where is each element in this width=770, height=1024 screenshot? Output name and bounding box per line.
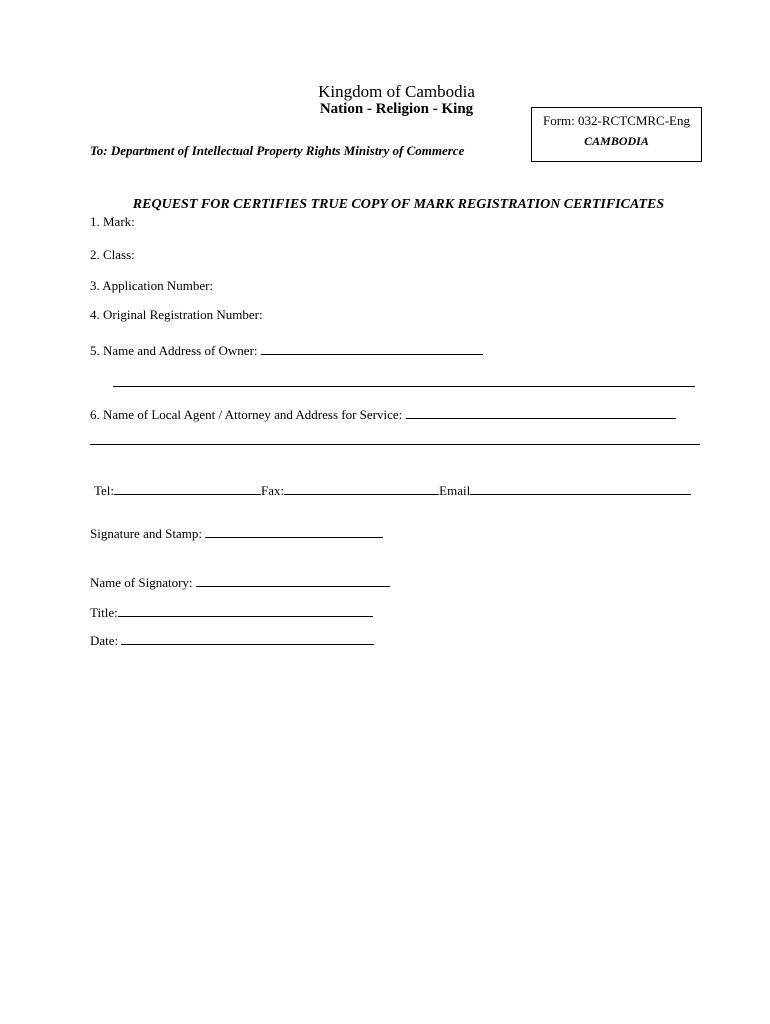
class-label: 2. Class: (90, 247, 135, 262)
tel-label: Tel: (94, 483, 115, 498)
date-input-line[interactable] (121, 633, 374, 645)
agent-input-line[interactable] (406, 407, 676, 419)
form-code-box (531, 107, 702, 162)
addressee: To: Department of Intellectual Property Rights Ministry of Commerce (90, 143, 465, 158)
date-label: Date: (90, 633, 119, 648)
date-row (90, 633, 374, 649)
mark-label: 1. Mark: (90, 214, 135, 229)
signatory-input-line[interactable] (196, 575, 390, 587)
signatory-label: Name of Signatory: (90, 575, 193, 590)
signature-row (90, 526, 383, 542)
owner-label: 5. Name and Address of Owner: (90, 343, 258, 358)
title-label: Title: (90, 605, 118, 620)
form-country: CAMBODIA (584, 134, 649, 148)
owner-input-line[interactable] (261, 343, 483, 355)
email-label: Email (439, 483, 471, 498)
national-motto: Nation - Religion - King (319, 101, 474, 117)
owner-input-line-2[interactable] (113, 386, 695, 387)
signature-input-line[interactable] (205, 526, 383, 538)
agent-input-line-2[interactable] (90, 444, 700, 445)
signatory-row (90, 575, 390, 591)
agent-label: 6. Name of Local Agent / Attorney and Address for Service: (90, 407, 403, 422)
title-input-line[interactable] (118, 605, 373, 617)
contact-row (94, 483, 691, 499)
title-row (90, 605, 373, 621)
form-title: REQUEST FOR CERTIFIES TRUE COPY OF MARK REGISTRATION CERTIFICATES (132, 197, 665, 212)
form-code: Form: 032-RCTCMRC-Eng (543, 113, 690, 128)
fax-label: Fax: (261, 483, 285, 498)
kingdom-heading: Kingdom of Cambodia (318, 82, 475, 101)
original-registration-number-label: 4. Original Registration Number: (90, 307, 263, 322)
application-number-label: 3. Application Number: (90, 278, 214, 293)
email-input-line[interactable] (470, 483, 691, 495)
signature-label: Signature and Stamp: (90, 526, 202, 541)
tel-input-line[interactable] (114, 483, 261, 495)
fax-input-line[interactable] (284, 483, 439, 495)
agent-row (90, 407, 676, 423)
owner-row (90, 343, 483, 359)
